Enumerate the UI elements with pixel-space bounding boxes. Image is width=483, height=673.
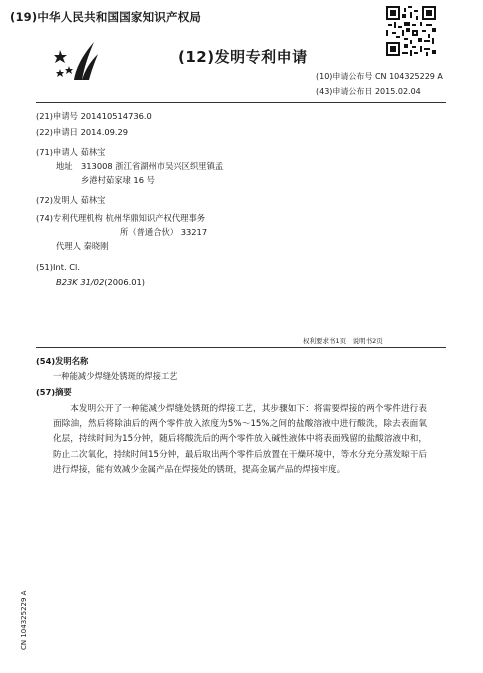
patent-agency bbox=[36, 212, 205, 224]
patent-agency-line-1: 杭州华鼎知识产权代理事务 bbox=[105, 213, 206, 223]
applicant-value: 茹林宝 bbox=[80, 147, 106, 157]
int-cl-date: (2006.01) bbox=[104, 277, 146, 287]
applicant bbox=[36, 146, 105, 158]
int-cl-code: B23K 31/02 bbox=[56, 277, 105, 287]
pages-info: 权利要求书1页 说明书2页 bbox=[303, 337, 383, 345]
section-divider bbox=[36, 347, 446, 348]
publication-date bbox=[316, 86, 421, 97]
inventor bbox=[36, 194, 105, 206]
invention-title: 一种能减少焊缝处锈斑的焊接工艺 bbox=[53, 371, 178, 381]
application-date-value: 2014.09.29 bbox=[80, 127, 129, 137]
patent-agency-label: (74)专利代理机构 bbox=[36, 213, 103, 223]
publication-date-label: (43)申请公布日 bbox=[316, 87, 373, 96]
publication-date-value: 2015.02.04 bbox=[374, 87, 421, 96]
int-cl bbox=[56, 276, 145, 288]
applicant-label: (71)申请人 bbox=[36, 147, 78, 157]
publication-number bbox=[316, 71, 443, 82]
qr-code-icon bbox=[386, 6, 436, 56]
application-date-label: (22)申请日 bbox=[36, 127, 78, 137]
address-line-2: 乡港村茹家埭 16 号 bbox=[81, 175, 155, 185]
document-type-title: (12)发明专利申请 bbox=[178, 48, 308, 66]
agent-label: 代理人 bbox=[56, 241, 81, 251]
int-cl-label: (51)Int. Cl. bbox=[36, 262, 81, 272]
abstract-label: (57)摘要 bbox=[36, 387, 72, 397]
application-number-value: 201410514736.0 bbox=[80, 111, 152, 121]
patent-agency-line-2: 所（普通合伙） 33217 bbox=[120, 227, 208, 237]
header-divider bbox=[36, 102, 446, 103]
office-name: (19)中华人民共和国国家知识产权局 bbox=[10, 10, 202, 24]
address-line-1: 313008 浙江省湖州市吴兴区织里镇孟 bbox=[81, 161, 224, 171]
publication-number-label: (10)申请公布号 bbox=[316, 72, 373, 81]
agent bbox=[56, 240, 108, 252]
abstract-text: 本发明公开了一种能减少焊缝处锈斑的焊接工艺，其步骤如下：将需要焊接的两个零件进行表面除油，然后将除油后的两个零件放入浓度为5%～15%之间的盐酸溶液中进行酸洗，除去表面氧化层，持续时间为15分钟，随后将酸洗后的两个零件放入碱性液体中将表面残留的盐酸溶液中和，防止二次氧化，持续时间15分钟，最后取出两个零件后放置在干燥环境中，等水分充分蒸发晾干后进行焊接，能有效减少金属产品在焊接处的锈斑，提高金属产品的焊接牢度。 bbox=[53, 404, 427, 475]
side-publication-code: CN 104325229 A bbox=[20, 590, 28, 650]
address-label: 地址 bbox=[56, 161, 73, 171]
inventor-value: 茹林宝 bbox=[80, 195, 106, 205]
agent-value: 秦晓刚 bbox=[83, 241, 109, 251]
application-number bbox=[36, 110, 152, 122]
cnipa-emblem-icon bbox=[54, 38, 100, 82]
invention-title-label: (54)发明名称 bbox=[36, 356, 89, 366]
application-number-label: (21)申请号 bbox=[36, 111, 78, 121]
inventor-label: (72)发明人 bbox=[36, 195, 78, 205]
application-date bbox=[36, 126, 128, 138]
publication-number-value: CN 104325229 A bbox=[374, 72, 443, 81]
